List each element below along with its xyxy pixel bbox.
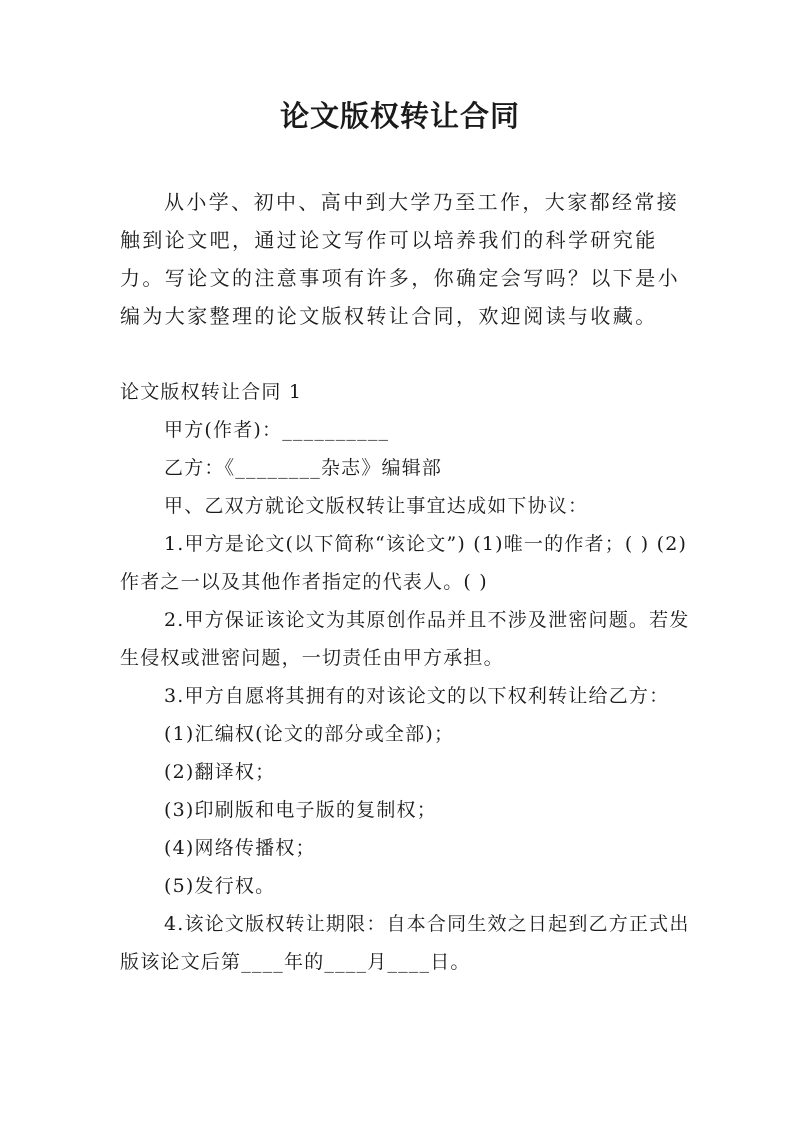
clause-2: 2.甲方保证该论文为其原创作品并且不涉及泄密问题。若发生侵权或泄密问题，一切责任由甲方承担。 [120, 609, 690, 669]
party-b-line: 乙方：《________杂志》编辑部 [164, 457, 443, 479]
intro-paragraph: 从小学、初中、高中到大学乃至工作，大家都经常接触到论文吧，通过论文写作可以培养我们的科学研究能力。写论文的注意事项有许多，你确定会写吗？以下是小编为大家整理的论文版权转让合同，欢迎阅读与收藏。 [120, 190, 680, 328]
clause-4: 4.该论文版权转让期限：自本合同生效之日起到乙方正式出版该论文后第____年的____月____日。 [120, 913, 690, 973]
right-item: (4)网络传播权； [164, 837, 316, 859]
contract-body [120, 373, 690, 981]
right-item: (2)翻译权； [164, 761, 276, 783]
document-title: 论文版权转让合同 [279, 99, 520, 133]
section-title: 论文版权转让合同 1 [120, 381, 303, 403]
agreement-intro: 甲、乙双方就论文版权转让事宜达成如下协议： [164, 495, 589, 517]
right-item: (5)发行权。 [164, 875, 276, 897]
clause-3: 3.甲方自愿将其拥有的对该论文的以下权利转让给乙方： [164, 685, 670, 707]
party-a-line: 甲方(作者)：__________ [164, 419, 390, 441]
clause-1: 1.甲方是论文(以下简称“该论文”) (1)唯一的作者；( ) (2)作者之一以及其他作者指定的代表人。( ) [120, 533, 688, 593]
right-item: (3)印刷版和电子版的复制权； [164, 799, 437, 821]
right-item: (1)汇编权(论文的部分或全部)； [164, 723, 455, 745]
